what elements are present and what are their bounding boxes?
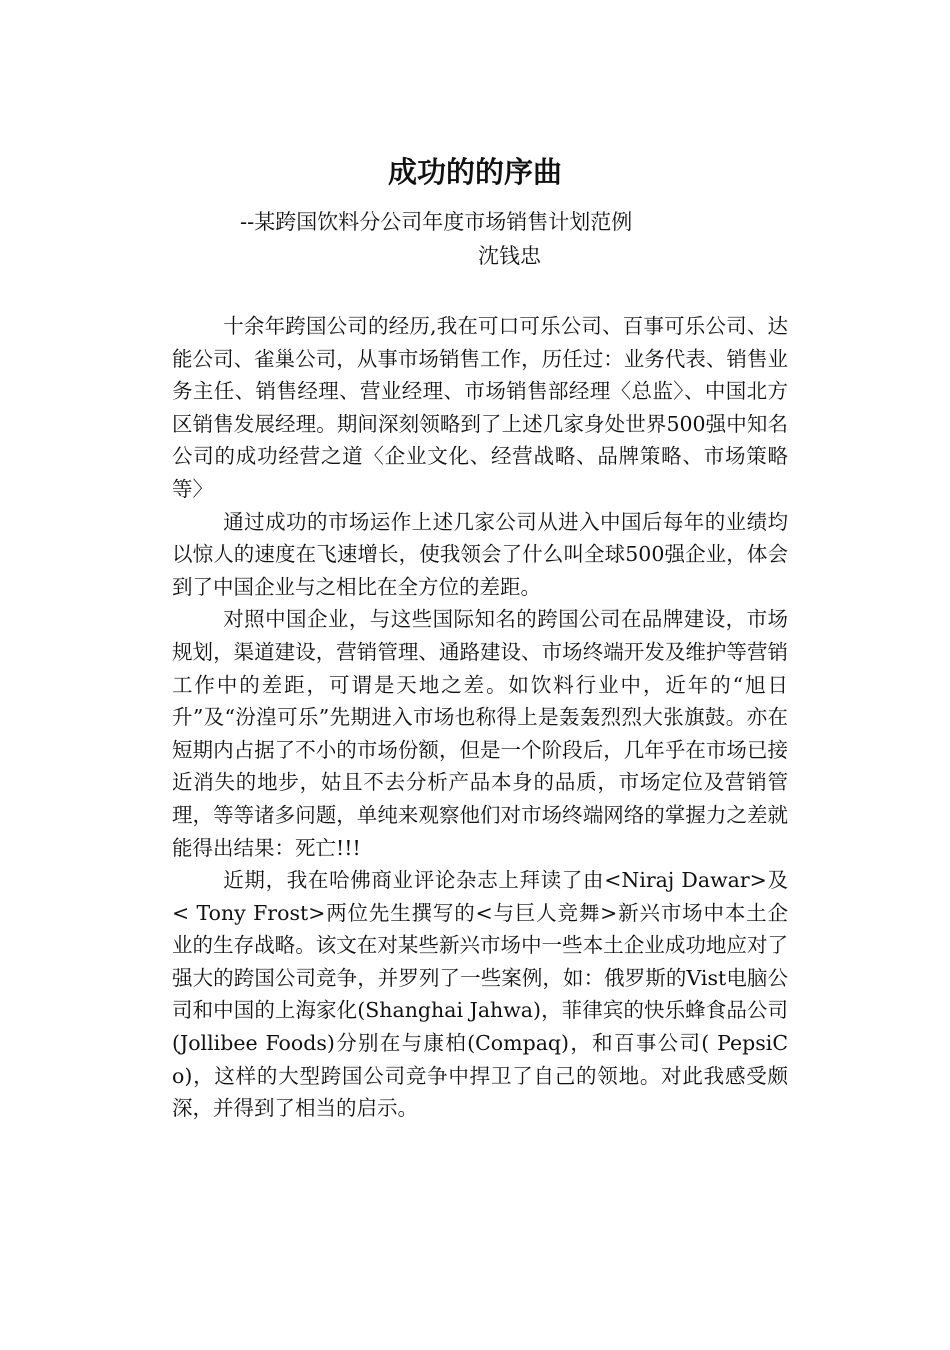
document-author: 沈钱忠: [478, 244, 541, 268]
paragraph: 近期，我在哈佛商业评论杂志上拜读了由<Niraj Dawar>及< Tony Frost>两位先生撰写的<与巨人竞舞>新兴市场中本土企业的生存战略。该文在对某些新兴市场中一些本土企业成功地应对了强大的跨国公司竞争，并罗列了一些案例，如：俄罗斯的Vist电脑公司和中国的上海家化(Shanghai Jahwa)，菲律宾的快乐蜂食品公司(Jollibee Foods)分别在与康柏(Compaq)，和百事公司( PepsiCo)，这样的大型跨国公司竞争中捍卫了自己的领地。对此我感受颇深，并得到了相当的启示。: [172, 868, 788, 1121]
document-subtitle: --某跨国饮料分公司年度市场销售计划范例: [240, 210, 633, 234]
paragraph: 十余年跨国公司的经历,我在可口可乐公司、百事可乐公司、达能公司、雀巢公司，从事市场销售工作，历任过：业务代表、销售业务主任、销售经理、营业经理、市场销售部经理〈总监〉、中国北方区销售发展经理。期间深刻领略到了上述几家身处世界500强中知名公司的成功经营之道〈企业文化、经营战略、品牌策略、市场策略等〉: [172, 314, 788, 501]
paragraph: 对照中国企业，与这些国际知名的跨国公司在品牌建设，市场规划，渠道建设，营销管理、通路建设、市场终端开发及维护等营销工作中的差距，可谓是天地之差。如饮料行业中，近年的“旭日升”及“汾湟可乐”先期进入市场也称得上是轰轰烈烈大张旗鼓。亦在短期内占据了不小的市场份额，但是一个阶段后，几年乎在市场已接近消失的地步，姑且不去分析产品本身的品质，市场定位及营销管理，等等诸多问题，单纯来观察他们对市场终端网络的掌握力之差就能得出结果：死亡!!!: [172, 607, 788, 860]
paragraph: 通过成功的市场运作上述几家公司从进入中国后每年的业绩均以惊人的速度在飞速增长，使我领会了什么叫全球500强企业，体会到了中国企业与之相比在全方位的差距。: [172, 509, 788, 599]
document-body: [172, 310, 788, 1125]
document-title: 成功的的序曲: [387, 155, 562, 189]
